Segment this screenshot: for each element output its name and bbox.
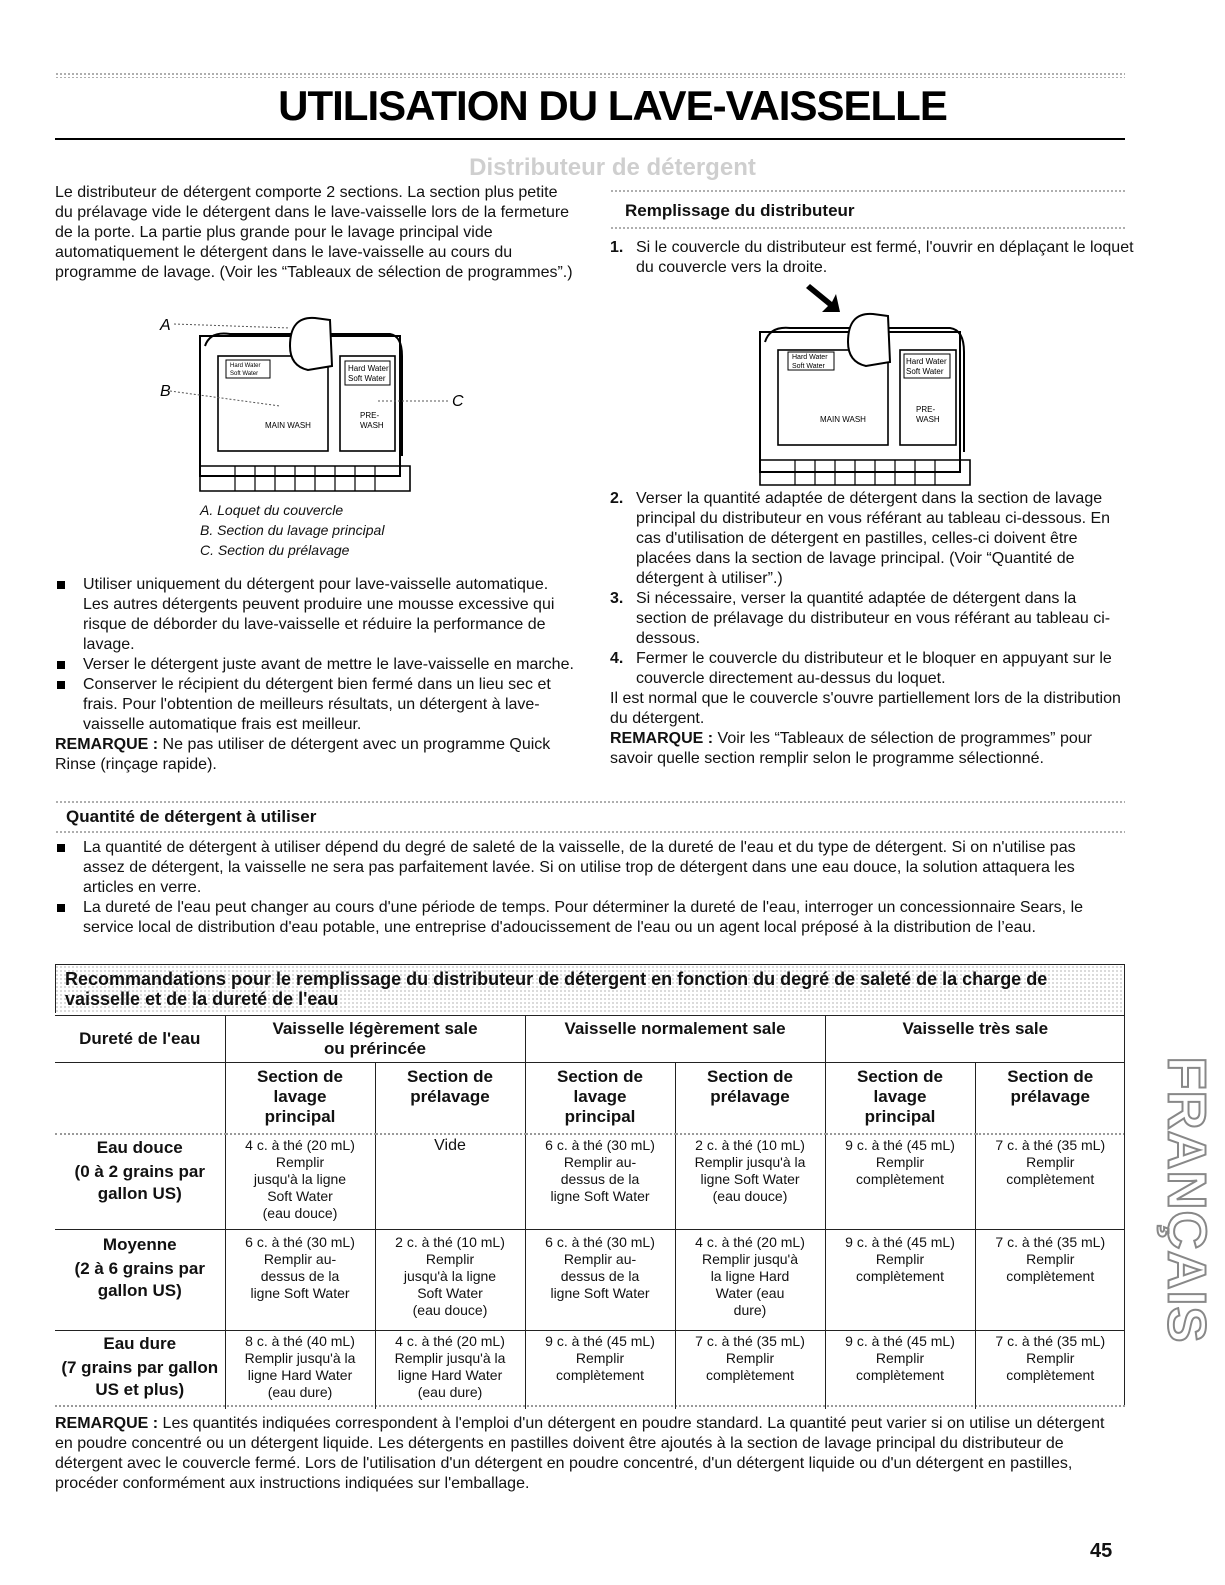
step-text: Fermer le couvercle du distributeur et le bloquer en appuyant sur le couvercle directement au-dessus du loquet. <box>636 650 1112 687</box>
cell-note: Remplir au-dessus de la ligne Soft Water <box>250 1251 350 1301</box>
sub-pre-header: Section de prélavage <box>1007 1067 1094 1106</box>
cell-note: Remplir au-dessus de la ligne Soft Water <box>550 1154 650 1204</box>
right-heading-top-bar <box>610 189 1125 193</box>
quantity-heading-bottom-bar <box>55 830 1125 834</box>
sub-main-header: Section de lavage principal <box>857 1067 943 1126</box>
page-title: UTILISATION DU LAVE-VAISSELLE <box>278 82 947 129</box>
step-number: 1. <box>610 239 624 256</box>
list-item: La quantité de détergent à utiliser dépend du degré de saleté de la vaisselle, de la dureté de l'eau et du type de détergent. Si on n'utilise pas assez de détergent, la vaisselle ne sera pas parfaitement lavée. Si on utilise trop de détergent dans une eau douce, la solution attaquera les articles en verre. <box>55 838 1115 898</box>
table-row <box>55 1331 1125 1410</box>
left-fig-label-a: A <box>160 317 171 334</box>
remark-text: Les quantités indiquées correspondent à l'emploi d'un détergent en poudre standard. La quantité peut varier si on utilise un détergent en poudre concentré ou un détergent liquide. Les détergents en pastilles doivent être ajoutés à la section de lavage principal du distributeur de détergent avec le couvercle fermé. Lors de l'utilisation d'un détergent en poudre concentré, d'un détergent liquide ou d'un détergent en pastilles, procéder conformément aux instructions indiquées sur l'emballage. <box>55 1415 1105 1492</box>
top-decorative-bar <box>55 72 1125 78</box>
left-fig-label-c: C <box>452 393 464 410</box>
cell-amount: 2 c. à thé (10 mL) <box>395 1234 505 1250</box>
cell-note: Remplir complètement <box>856 1154 944 1187</box>
table-right-border <box>1124 965 1125 1405</box>
cell-amount: 9 c. à thé (45 mL) <box>845 1137 955 1153</box>
row-hardness-range: (0 à 2 grains par gallon US) <box>74 1162 205 1203</box>
right-fig-main-wash: MAIN WASH <box>820 415 866 424</box>
cell-note: Remplir complètement <box>1006 1350 1095 1383</box>
left-remark <box>55 735 575 775</box>
right-fig-pre: PRE- <box>916 405 936 414</box>
right-steps-continued <box>610 489 1125 769</box>
cell-amount: 8 c. à thé (40 mL) <box>245 1333 355 1349</box>
fill-dispenser-heading: Remplissage du distributeur <box>625 201 855 220</box>
caption-c: C. Section du prélavage <box>200 542 350 558</box>
row-hardness-range: (2 à 6 grains par gallon US) <box>74 1259 205 1300</box>
sub-pre-header: Section de prélavage <box>707 1067 793 1106</box>
right-remark <box>610 729 1125 769</box>
quantity-heading-top-bar <box>55 800 1125 804</box>
remark-text: Ne pas utiliser de détergent avec un programme Quick Rinse (rinçage rapide). <box>55 736 551 773</box>
language-side-tab-label: FRANÇAIS <box>1156 1056 1216 1344</box>
table-left-border <box>55 965 56 1013</box>
step-1 <box>610 238 1146 278</box>
caption-b: B. Section du lavage principal <box>200 522 385 538</box>
row-hardness-name: Eau dure <box>103 1334 177 1353</box>
footer-remark <box>55 1414 1125 1494</box>
remark-label: REMARQUE : <box>55 736 159 753</box>
cell-amount: 6 c. à thé (30 mL) <box>545 1137 655 1153</box>
cell-amount: 7 c. à thé (35 mL) <box>995 1137 1106 1153</box>
step-3 <box>610 589 1125 649</box>
remark-label: REMARQUE : <box>55 1415 159 1432</box>
row-hardness-name: Moyenne <box>102 1235 177 1254</box>
cell-amount: 4 c. à thé (20 mL) <box>245 1137 355 1153</box>
left-fig-hard-water: Hard Water <box>230 363 261 369</box>
detergent-table <box>55 1015 1125 1409</box>
left-fig-main-wash: MAIN WASH <box>265 421 311 430</box>
cell-note: Remplir complètement <box>556 1350 644 1383</box>
language-side-tab <box>1147 1050 1225 1350</box>
row-hardness-range: (7 grains par gallon US et plus) <box>61 1358 219 1399</box>
figure-captions <box>200 500 500 560</box>
col-hardness-header: Dureté de l'eau <box>79 1029 201 1048</box>
group-light-header: Vaisselle légèrement sale ou prérincée <box>272 1019 478 1058</box>
cell-note: Remplir complètement <box>856 1251 944 1284</box>
right-fig-hard-water: Hard Water <box>792 354 828 361</box>
table-row <box>55 1230 1125 1331</box>
right-heading-bottom-bar <box>610 226 1125 230</box>
cell-note: Remplir complètement <box>1006 1154 1095 1187</box>
row-hardness-name: Eau douce <box>96 1138 183 1157</box>
arrow-icon <box>806 284 840 312</box>
dispenser-diagram-latch <box>740 282 990 487</box>
left-fig-soft-water: Soft Water <box>230 371 259 377</box>
step-number: 4. <box>610 650 624 667</box>
section-subtitle: Distributeur de détergent <box>469 154 756 181</box>
list-item: Conserver le récipient du détergent bien fermé dans un lieu sec et frais. Pour l'obtention de meilleurs résultats, un détergent à lave-vaisselle automatique frais est meilleur. <box>55 675 575 735</box>
right-fig-soft-water: Soft Water <box>792 363 825 370</box>
step-number: 2. <box>610 490 624 507</box>
remark-label: REMARQUE : <box>610 730 714 747</box>
cell-note: Remplir complètement <box>856 1350 944 1383</box>
cell-amount: 4 c. à thé (20 mL) <box>395 1333 505 1349</box>
group-heavy-header: Vaisselle très sale <box>902 1019 1049 1038</box>
step-text: Si le couvercle du distributeur est fermé, l'ouvrir en déplaçant le loquet du couvercle vers la droite. <box>636 239 1134 276</box>
cell-amount: 9 c. à thé (45 mL) <box>545 1333 655 1349</box>
page-number: 45 <box>1090 1540 1113 1562</box>
cell-note: Remplir au-dessus de la ligne Soft Water <box>550 1251 650 1301</box>
cell-note: Remplir jusqu'à la ligne Soft Water (eau douce) <box>253 1154 347 1221</box>
cell-note: Remplir complètement <box>1006 1251 1095 1284</box>
cell-note: Remplir jusqu'à la ligne Hard Water (eau dure) <box>244 1350 356 1400</box>
group-normal-header: Vaisselle normalement sale <box>564 1019 786 1038</box>
left-fig-pre: PRE- <box>360 411 380 420</box>
cell-note: Remplir jusqu'à la ligne Hard Water (eau dure) <box>701 1251 799 1318</box>
cell-amount: 6 c. à thé (30 mL) <box>545 1234 655 1250</box>
list-item: Verser le détergent juste avant de mettre le lave-vaisselle en marche. <box>55 655 575 675</box>
title-divider <box>55 138 1125 140</box>
cell-amount: 6 c. à thé (30 mL) <box>245 1234 355 1250</box>
quantity-heading: Quantité de détergent à utiliser <box>66 807 317 826</box>
cell-note: Remplir jusqu'à la ligne Soft Water (eau douce) <box>403 1251 497 1318</box>
remark-text: Voir les “Tableaux de sélection de programmes” pour savoir quelle section remplir selon le programme sélectionné. <box>610 730 1092 767</box>
right-fig-wash: WASH <box>916 415 940 424</box>
intro-paragraph: Le distributeur de détergent comporte 2 sections. La section plus petite du prélavage vide le détergent dans le lave-vaisselle lors de la fermeture de la porte. La partie plus grande pour le lavage principal vide automatiquement le détergent dans le lave-vaisselle au cours du programme de lavage. (Voir les “Tableaux de sélection de programmes”.) <box>55 184 573 281</box>
table-row <box>55 1134 1125 1230</box>
cell-note: Remplir jusqu'à la ligne Hard Water (eau dure) <box>394 1350 506 1400</box>
cell-amount: 9 c. à thé (45 mL) <box>845 1234 955 1250</box>
list-item: La dureté de l'eau peut changer au cours d'une période de temps. Pour déterminer la dureté de l'eau, interroger un concessionnaire Sears, le service local de distribution d'eau potable, une entreprise d'adoucissement de l'eau ou un agent local préposé à la distribution de l’eau. <box>55 898 1115 938</box>
left-bullet-list <box>55 575 575 775</box>
step-text: Verser la quantité adaptée de détergent dans la section de lavage principal du distributeur en vous référant au tableau ci-dessous. En cas d'utilisation de détergent en pastilles, celles-ci doivent être placées dans la section de lavage principal. (Voir “Quantité de détergent à utiliser”.) <box>636 490 1111 587</box>
left-fig-soft-water-2: Soft Water <box>348 374 386 383</box>
dispenser-diagram-labeled <box>140 306 480 496</box>
right-fig-hard-water-2: Hard Water <box>906 357 947 366</box>
step-text: Si nécessaire, verser la quantité adaptée de détergent dans la section de prélavage du distributeur en vous référant au tableau ci-dessous. <box>636 590 1111 647</box>
sub-pre-header: Section de prélavage <box>407 1067 493 1106</box>
quantity-bullet-list <box>55 838 1115 938</box>
left-fig-hard-water-2: Hard Water <box>348 364 389 373</box>
partial-open-note: Il est normal que le couvercle s'ouvre partiellement lors de la distribution du détergent. <box>610 690 1121 727</box>
sub-main-header: Section de lavage principal <box>257 1067 343 1126</box>
left-fig-label-b: B <box>160 383 171 400</box>
cell-amount: 9 c. à thé (45 mL) <box>845 1333 955 1349</box>
right-fig-soft-water-2: Soft Water <box>906 367 944 376</box>
cell-amount: 2 c. à thé (10 mL) <box>695 1137 805 1153</box>
cell-amount: Vide <box>434 1137 466 1154</box>
cell-amount: 7 c. à thé (35 mL) <box>695 1333 805 1349</box>
left-fig-wash: WASH <box>360 421 384 430</box>
cell-note: Remplir jusqu'à la ligne Soft Water (eau douce) <box>694 1154 806 1204</box>
cell-amount: 4 c. à thé (20 mL) <box>695 1234 805 1250</box>
caption-a: A. Loquet du couvercle <box>200 502 344 518</box>
step-number: 3. <box>610 590 624 607</box>
list-item: Utiliser uniquement du détergent pour lave-vaisselle automatique. Les autres détergents peuvent produire une mousse excessive qui risque de déborder du lave-vaisselle et réduire la performance de lavage. <box>55 575 575 655</box>
detergent-table-box <box>55 964 1125 1407</box>
step-4 <box>610 649 1125 689</box>
cell-amount: 7 c. à thé (35 mL) <box>995 1234 1106 1250</box>
table-title: Recommandations pour le remplissage du distributeur de détergent en fonction du degré de saleté de la charge de vaisselle et de la dureté de l'eau <box>65 969 1048 1009</box>
sub-main-header: Section de lavage principal <box>557 1067 643 1126</box>
cell-note: Remplir complètement <box>706 1350 794 1383</box>
cell-amount: 7 c. à thé (35 mL) <box>995 1333 1106 1349</box>
step-2 <box>610 489 1125 589</box>
